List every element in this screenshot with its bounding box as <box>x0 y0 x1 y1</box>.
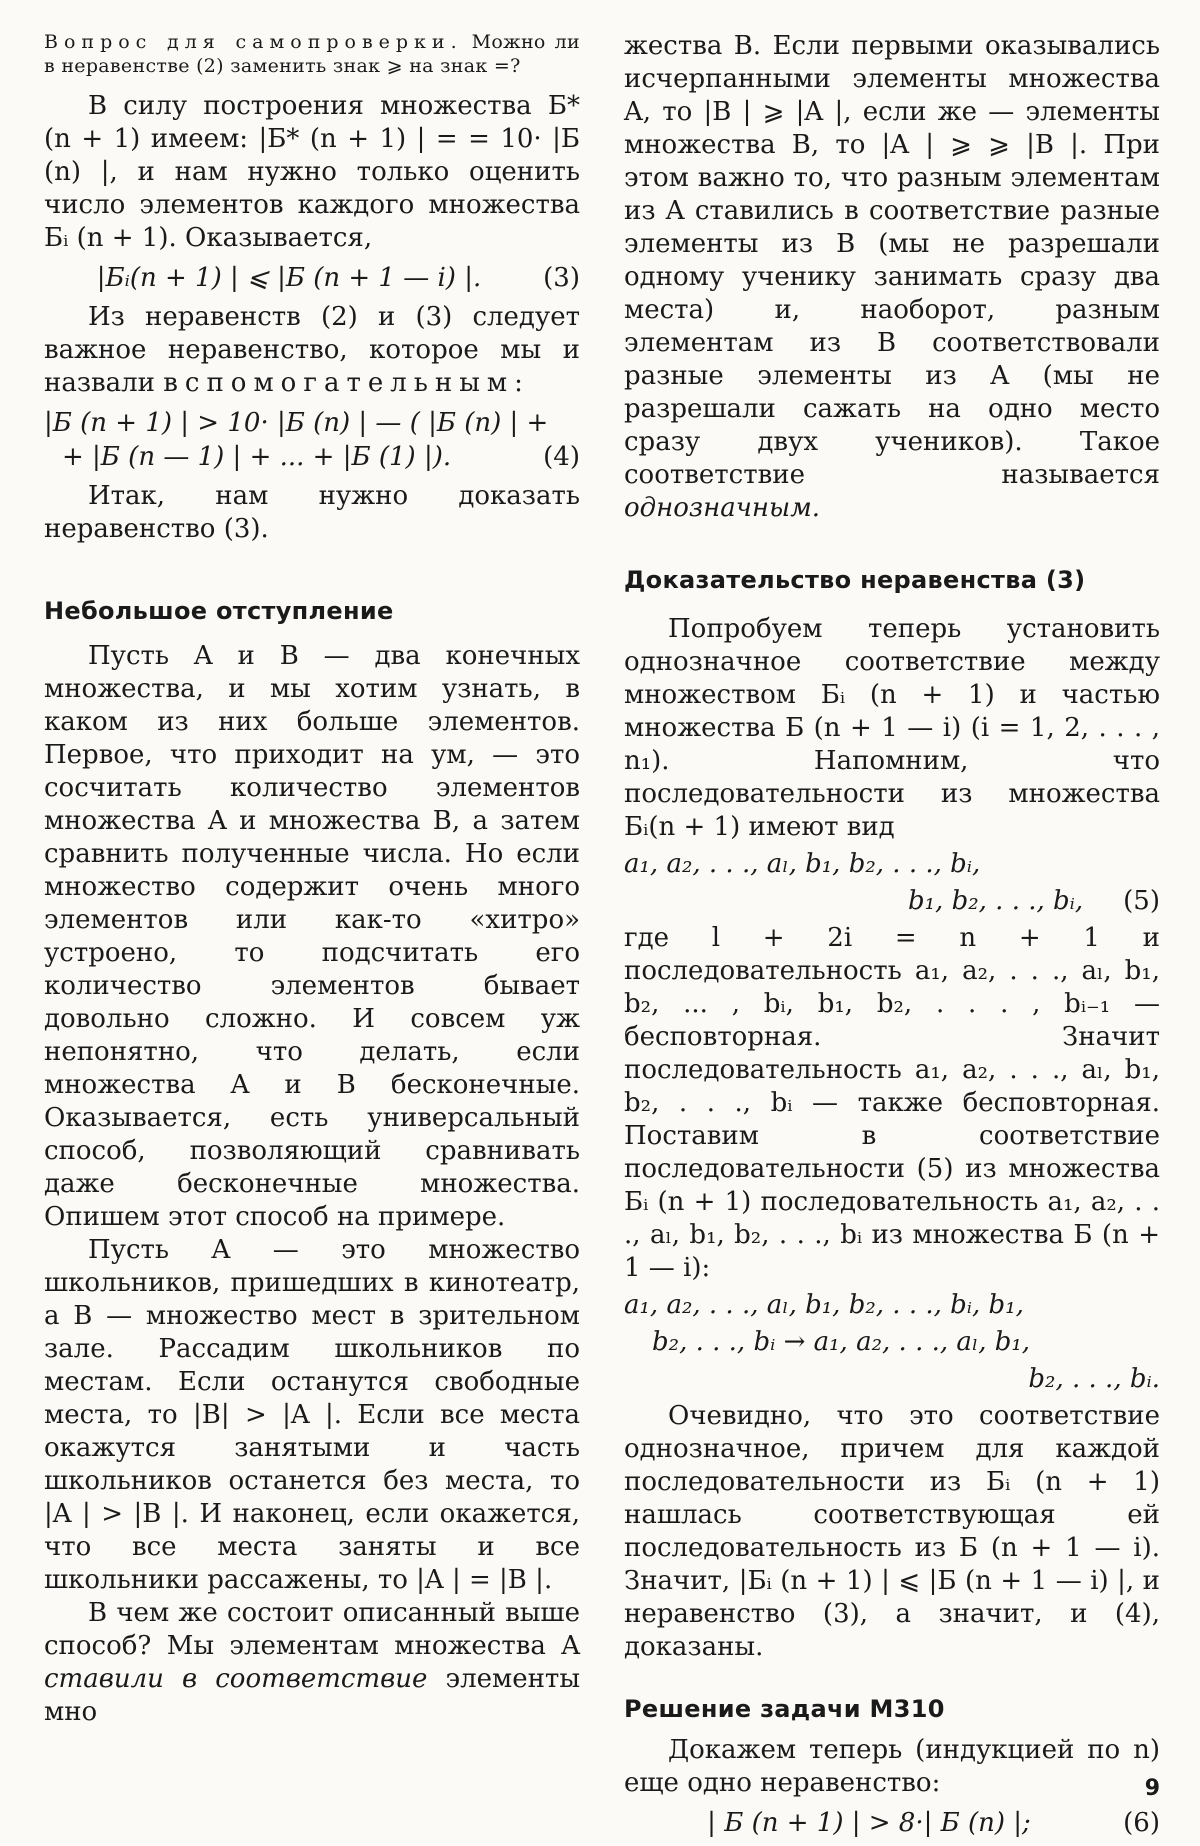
right-column <box>624 30 1160 1846</box>
formula-number: (3) <box>543 263 580 293</box>
self-check-question <box>44 30 580 78</box>
paragraph: В силу построения множества Б* (n + 1) имеем: |Б* (n + 1) | = = 10· |Б (n) |, и нам нужно только оценить число элементов каждого множества Бᵢ (n + 1). Оказывается, <box>44 91 580 253</box>
section-heading: Небольшое отступление <box>44 597 394 625</box>
paragraph: Итак, нам нужно доказать неравенство (3). <box>44 481 580 544</box>
question-text: Можно ли в неравенстве (2) заменить знак ⩾ на знак =? <box>44 31 580 77</box>
formula-number: (6) <box>1123 1808 1160 1838</box>
paragraph <box>624 30 1160 525</box>
inequality-4 <box>44 406 580 474</box>
formula-expression: | Б (n + 1) | > 8·| Б (n) |; <box>707 1808 1031 1838</box>
sequence-5 <box>624 848 1160 918</box>
paragraph: Очевидно, что это соответствие однозначное, причем для каждой последовательности из Бᵢ (n + 1) нашлась соответствующая ей последовательность из Б (n + 1 — i). Значит, |Бᵢ (n + 1) | ⩽ |Б (n + 1 — i) |, и неравенство (3), а значит, и (4), доказаны. <box>624 1401 1160 1662</box>
paragraph-text: жества B. Если первыми оказывались исчерпанными элементы множества A, то |B | ⩾ |A |, если же — элементы множества B, то |A | ⩾ ⩾ |B |. При этом важно то, что разным элементам из A ставились в соответствие разные элементы из B (мы не разрешали одному ученику занимать сразу два места) и, наоборот, разным элементам из B соответствовали разные элементы из A (мы не разрешали сажать на одно место сразу двух учеников). Такое соответствие называется <box>624 31 1160 490</box>
section-heading: Доказательство неравенства (3) <box>624 566 1086 594</box>
inequality-6 <box>624 1806 1160 1840</box>
mapping-line: a₁, a₂, . . ., aₗ, b₁, b₂, . . ., bᵢ, b₁, <box>624 1290 1024 1320</box>
mapping-line: b₂, . . ., bᵢ. <box>1028 1364 1160 1394</box>
italic-term: ставили в соответствие <box>44 1664 428 1694</box>
paragraph <box>44 301 580 400</box>
question-label: Вопрос для самопроверки. <box>44 31 463 53</box>
paragraph: Пусть A и B — два конечных множества, и мы хотим узнать, в каком из них больше элементов. Первое, что приходит на ум, — это сосчитать количество элементов множества A и множества B, а затем сравнить полученные числа. Но если множество содержит очень много элементов или как-то «хитро» устроено, то подсчитать его количество элементов бывает довольно сложно. И совсем уж непонятно, что делать, если множества A и B бесконечные. Оказывается, есть универсальный способ, позволяющий сравнивать даже бесконечные множества. Опишем этот способ на примере. <box>44 641 580 1232</box>
mapping-line: b₂, . . ., bᵢ → a₁, a₂, . . ., aₗ, b₁, <box>652 1327 1031 1357</box>
paragraph: Докажем теперь (индукцией по n) еще одно неравенство: <box>624 1735 1160 1798</box>
inequality-3 <box>44 261 580 295</box>
paragraph-text: В чем же состоит описанный выше способ? Мы элементам множества A <box>44 1598 580 1661</box>
page-number: 9 <box>1144 1776 1160 1801</box>
formula-number: (5) <box>1123 886 1160 916</box>
spaced-term: вспомогательным: <box>163 368 530 398</box>
formula-line: + |Б (n — 1) | + ... + |Б (1) |). <box>62 442 452 472</box>
paragraph <box>44 1597 580 1729</box>
paragraph: Попробуем теперь установить однозначное соответствие между множеством Бᵢ (n + 1) и частью множества Б (n + 1 — i) (i = 1, 2, . . . , n₁). Напомним, что последовательности из множества Бᵢ(n + 1) имеют вид <box>624 614 1160 842</box>
formula-line: |Б (n + 1) | > 10· |Б (n) | — ( |Б (n) | + <box>44 408 549 438</box>
paragraph: Пусть A — это множество школьников, пришедших в кинотеатр, а B — множество мест в зрительном зале. Рассадим школьников по местам. Если останутся свободные места, то |B| > |A |. Если все места окажутся занятыми и часть школьников останется без места, то |A | > |B |. И наконец, если окажется, что все места заняты и все школьники рассажены, то |A | = |B |. <box>44 1235 580 1595</box>
italic-term: однозначным. <box>624 493 821 523</box>
sequence-line: a₁, a₂, . . ., aₗ, b₁, b₂, . . ., bᵢ, <box>624 849 981 879</box>
sequence-mapping <box>624 1289 1160 1396</box>
sequence-row <box>624 885 1160 918</box>
sequence-line: b₁, b₂, . . ., bᵢ, <box>907 886 1084 916</box>
left-column <box>44 30 580 1729</box>
section-heading: Решение задачи М310 <box>624 1695 945 1723</box>
paragraph-text: элементы мно <box>44 1664 581 1727</box>
paragraph: где l + 2i = n + 1 и последовательность a₁, a₂, . . ., aₗ, b₁, b₂, ... , bᵢ, b₁, b₂, . . . , bᵢ₋₁ — бесповторная. Значит последовательность a₁, a₂, . . ., aₗ, b₁, b₂, . . ., bᵢ — также бесповторная. Поставим в соответствие последовательности (5) из множества Бᵢ (n + 1) последовательность a₁, a₂, . . ., aₗ, b₁, b₂, . . ., bᵢ из множества Б (n + 1 — i): <box>624 923 1160 1283</box>
formula-number: (4) <box>543 442 580 472</box>
paragraph-text: Из неравенств (2) и (3) следует важное неравенство, которое мы и назвали <box>44 302 580 398</box>
formula-expression: |Бᵢ(n + 1) | ⩽ |Б (n + 1 — i) |. <box>96 263 482 293</box>
